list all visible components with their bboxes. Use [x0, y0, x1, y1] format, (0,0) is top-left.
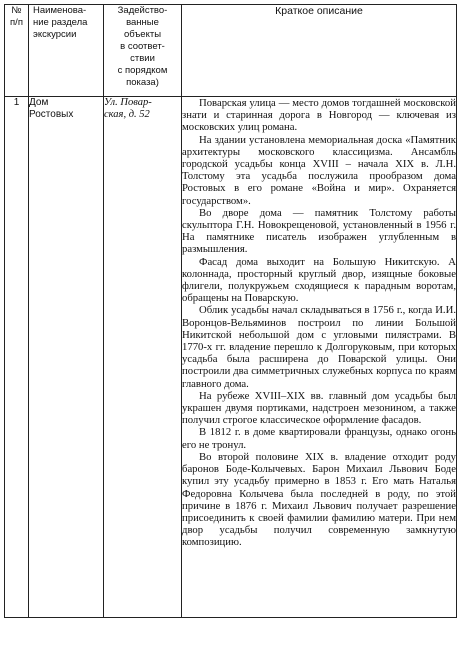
header-section-name-line: ние раздела	[33, 17, 88, 28]
table-row	[5, 97, 457, 618]
description-paragraph: На здании установлена мемориальная доска «Памятник архитектуры московского классицизма. Ансамбль городской усадьбы конца XVIII – начала XIX в. Л.Н. Толстому эта усадьба послужила прообразом дома Ростовых в его романе «Война и мир». Охраняется государством».	[182, 133, 456, 207]
header-number-line: №	[11, 5, 22, 16]
header-number-line: п/п	[10, 17, 23, 28]
description-paragraph: Фасад дома выходит на Большую Никитскую. А колоннада, просторный круглый двор, изящные боковые флигели, полукружьем сходящиеся к парадным воротам, обращены на Поварскую.	[182, 255, 456, 305]
row-section-name	[29, 97, 104, 618]
description-paragraph: Облик усадьбы начал складываться в 1756 г., когда И.И. Воронцов-Вельяминов построил по линии Большой Никитской небольшой дом с угловыми пилястрами. В 1770-х гг. владение перешло к Долгоруковым, при которых усадьба была расширена до Поварской улицы. Они построили два симметричных служебных корпуса по краям главного дома.	[182, 304, 456, 390]
header-section-name-line: Наименова-	[33, 5, 87, 16]
header-objects-line: показа)	[126, 77, 159, 88]
row-number: 1	[5, 97, 29, 618]
header-number	[5, 5, 29, 97]
header-section-name	[29, 5, 104, 97]
header-objects-line: ванные	[126, 17, 159, 28]
table-header-row	[5, 5, 457, 97]
row-objects	[104, 97, 182, 618]
header-description: Краткое описание	[182, 5, 457, 97]
header-objects-line: объекты	[123, 29, 162, 40]
row-objects-line: Ул. Повар-	[104, 97, 152, 108]
description-paragraph: Во дворе дома — памятник Толстому работы скульптора Г.Н. Новокрещеновой, установленный в 1956 г. На памятнике писатель изображен углубленным в размышления.	[182, 206, 456, 256]
description-paragraph: Во второй половине XIX в. владение отходит роду баронов Боде-Колычевых. Барон Михаил Львович Боде купил эту усадьбу примерно в 1853 г. Его мать Наталья Федоровна Колычева была последней в роду, по этой причине в 1876 г. Михаил Львович получает разрешение присоединить к своей фамилии фамилию матери. При нем двор усадьбы получил современную замкнутую композицию.	[182, 450, 456, 549]
header-objects-line: в соответ-	[120, 41, 165, 52]
description-paragraph: В 1812 г. в доме квартировали французы, однако огонь его не тронул.	[182, 426, 456, 451]
header-objects-line: ствии	[130, 53, 155, 64]
header-objects-line: Задейство-	[117, 5, 168, 16]
row-section-name-line: Дом	[29, 97, 49, 108]
row-objects-line: ская, д. 52	[104, 109, 150, 120]
header-objects-line: с порядком	[117, 65, 168, 76]
row-section-name-line: Ростовых	[29, 109, 74, 120]
description-paragraph: На рубеже XVIII–XIX вв. главный дом усадьбы был украшен двумя портиками, надстроен мезонином, а также получил строгое классическое оформление фасадов.	[182, 389, 456, 427]
excursion-table	[4, 4, 457, 618]
description-paragraph: Поварская улица — место домов тогдашней московской знати и старинная дорога в Новгород — ключевая из московских улиц романа.	[182, 97, 456, 134]
header-section-name-line: экскурсии	[33, 29, 77, 40]
header-objects	[104, 5, 182, 97]
row-description	[182, 97, 457, 618]
